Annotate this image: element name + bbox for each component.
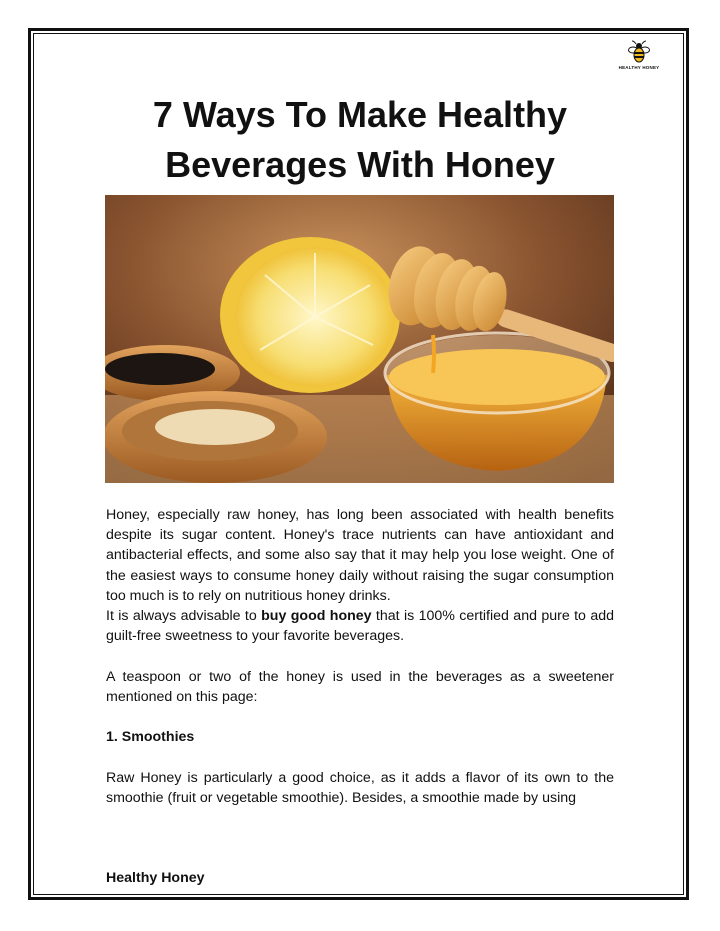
brand-logo [617,40,661,80]
intro-paragraph: Honey, especially raw honey, has long been associated with health benefits despite its sugar content. Honey's trace nutrients can have antioxidant and antibacterial effects, and some also say that it may help you lose weight. One of the easiest ways to consume honey daily without raising the sugar consumption too much is to rely on nutritious honey drinks. [106,507,614,604]
smoothies-heading: 1. Smoothies [106,729,195,746]
page-footer: Healthy Honey [106,870,205,886]
honey-lemon-photo [105,195,614,483]
advice-text-end: that is 100% certified and pure to add guilt-free sweetness to your favorite beverages. [106,608,614,645]
smoothies-paragraph: Raw Honey is particularly a good choice, as it adds a flavor of its own to the smoothie (fruit or vegetable smoothie). Besides, a smoothie made by using [106,769,614,806]
advice-paragraph [106,606,614,646]
teaspoon-paragraph: A teaspoon or two of the honey is used in the beverages as a sweetener mentioned on this page: [106,668,614,705]
hero-image [105,195,614,483]
buy-good-honey-link[interactable]: buy good honey [261,608,372,625]
article-body [106,505,614,808]
title-line-2: Beverages With Honey [165,144,555,185]
advice-text-start: It is always advisable to [106,608,262,625]
page-title [100,90,620,190]
logo-text: HEALTHY HONEY [618,65,660,70]
bee-icon [628,40,650,64]
title-line-1: 7 Ways To Make Healthy [152,94,568,135]
